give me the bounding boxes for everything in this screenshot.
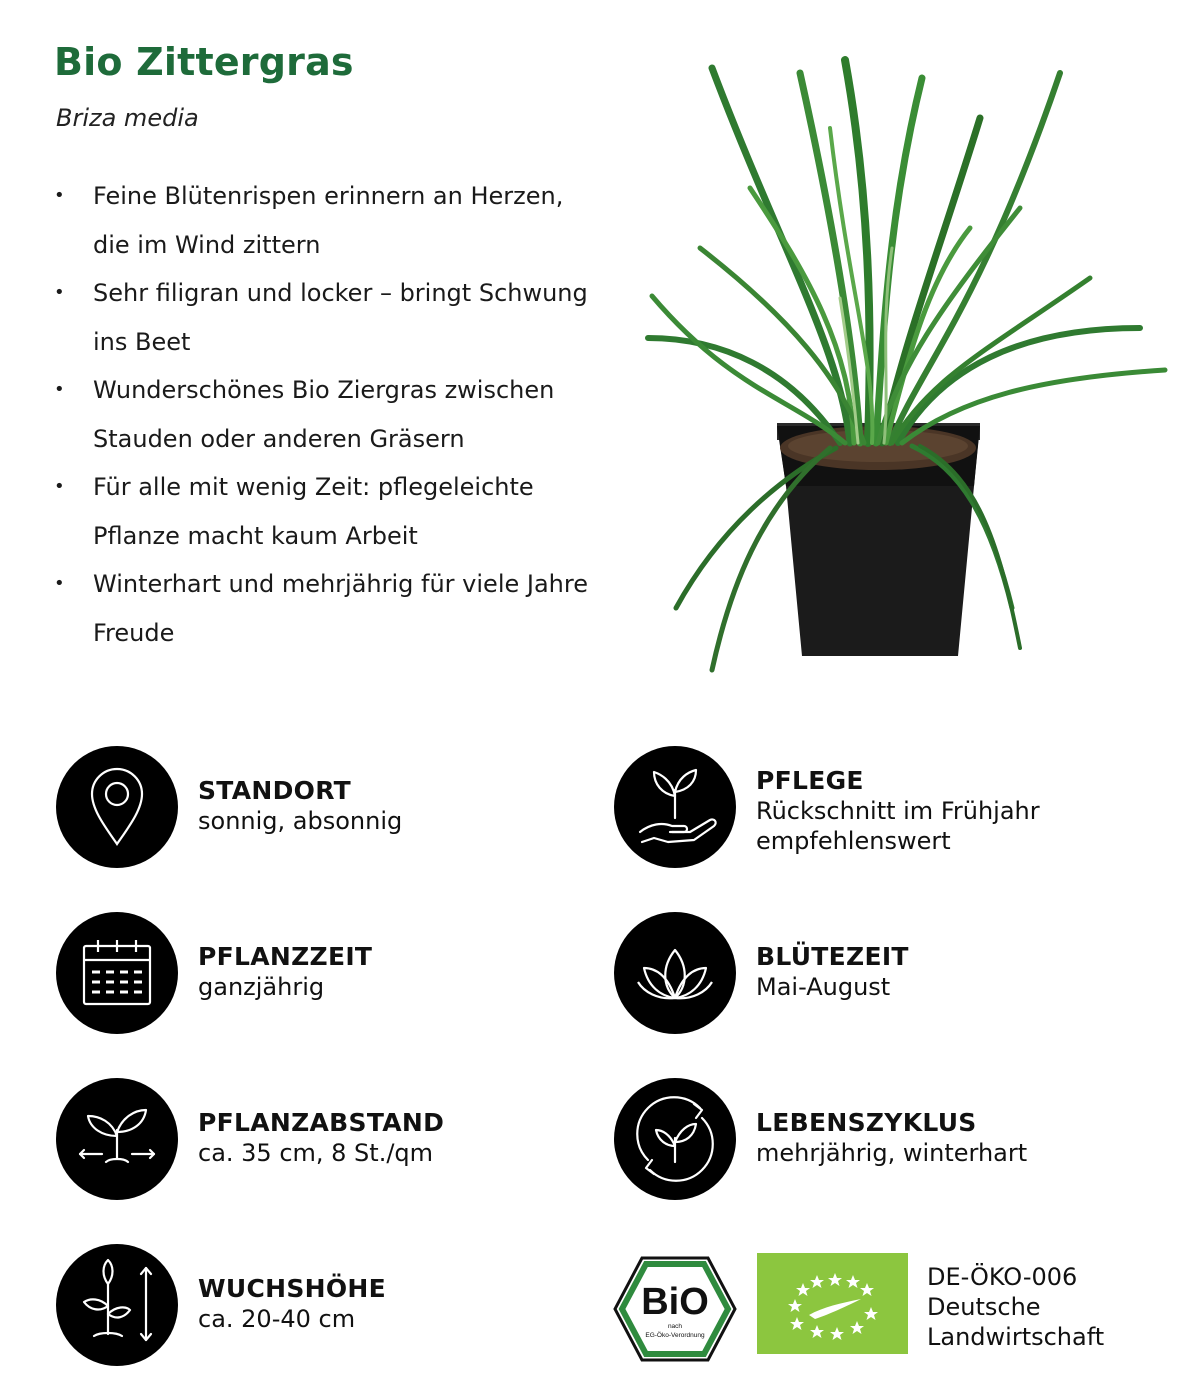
location-pin-icon (56, 746, 178, 868)
attribute-bluetezeit (614, 912, 1134, 1036)
product-image (640, 48, 1180, 678)
attribute-pflanzzeit (56, 912, 576, 1036)
attribute-value: ca. 35 cm, 8 St./qm (198, 1139, 434, 1167)
feature-item: • Für alle mit wenig Zeit: pflegeleichte Pflanze macht kaum Arbeit (54, 463, 594, 560)
hand-sprout-icon (614, 746, 736, 868)
attribute-label: STANDORT (198, 776, 351, 805)
plant-height-icon (56, 1244, 178, 1366)
latin-name: Briza media (56, 104, 199, 132)
attribute-value: Mai-August (756, 973, 891, 1001)
attribute-lebenszyklus (614, 1078, 1134, 1202)
attribute-value-line: empfehlenswert (756, 827, 951, 855)
lotus-flower-icon (614, 912, 736, 1034)
bio-badge-text: BiO (641, 1281, 709, 1323)
seedling-spacing-icon (56, 1078, 178, 1200)
feature-item: • Sehr filigran und locker – bringt Schwung ins Beet (54, 269, 594, 366)
bio-badge-subtext: nach (667, 1323, 683, 1330)
feature-item: • Wunderschönes Bio Ziergras zwischen Stauden oder anderen Gräsern (54, 366, 594, 463)
attribute-value-line: Rückschnitt im Frühjahr (756, 797, 1040, 825)
attribute-pflege (614, 746, 1134, 870)
leaf-cycle-icon (614, 1078, 736, 1200)
attribute-value: ganzjährig (198, 973, 325, 1001)
feature-item: • Feine Blütenrispen erinnern an Herzen, die im Wind zittern (54, 172, 594, 269)
attribute-label: BLÜTEZEIT (756, 942, 909, 971)
certification-text (927, 1262, 1104, 1352)
bio-seal-logo (612, 1254, 738, 1364)
attribute-label: PFLANZABSTAND (198, 1108, 445, 1137)
attribute-wuchshoehe (56, 1244, 576, 1368)
calendar-icon (56, 912, 178, 1034)
bio-badge-subtext: EG-Öko-Verordnung (645, 1332, 705, 1339)
origin-line: Landwirtschaft (927, 1323, 1105, 1351)
attribute-label: WUCHSHÖHE (198, 1274, 387, 1303)
attribute-label: PFLANZZEIT (198, 942, 373, 971)
attribute-label: LEBENSZYKLUS (756, 1108, 977, 1137)
attribute-value: mehrjährig, winterhart (756, 1139, 1028, 1167)
feature-item: • Winterhart und mehrjährig für viele Jahre Freude (54, 560, 594, 657)
feature-list (54, 172, 594, 657)
origin-line: Deutsche (927, 1293, 1041, 1321)
attribute-pflanzabstand (56, 1078, 576, 1202)
attribute-standort (56, 746, 576, 870)
attribute-value: ca. 20-40 cm (198, 1305, 356, 1333)
eu-leaf-stars-icon (757, 1253, 908, 1354)
attribute-label: PFLEGE (756, 766, 864, 795)
eco-control-code: DE-ÖKO-006 (927, 1263, 1078, 1291)
attribute-value: sonnig, absonnig (198, 807, 403, 835)
eu-organic-logo (757, 1253, 908, 1354)
product-title: Bio Zittergras (54, 40, 354, 84)
